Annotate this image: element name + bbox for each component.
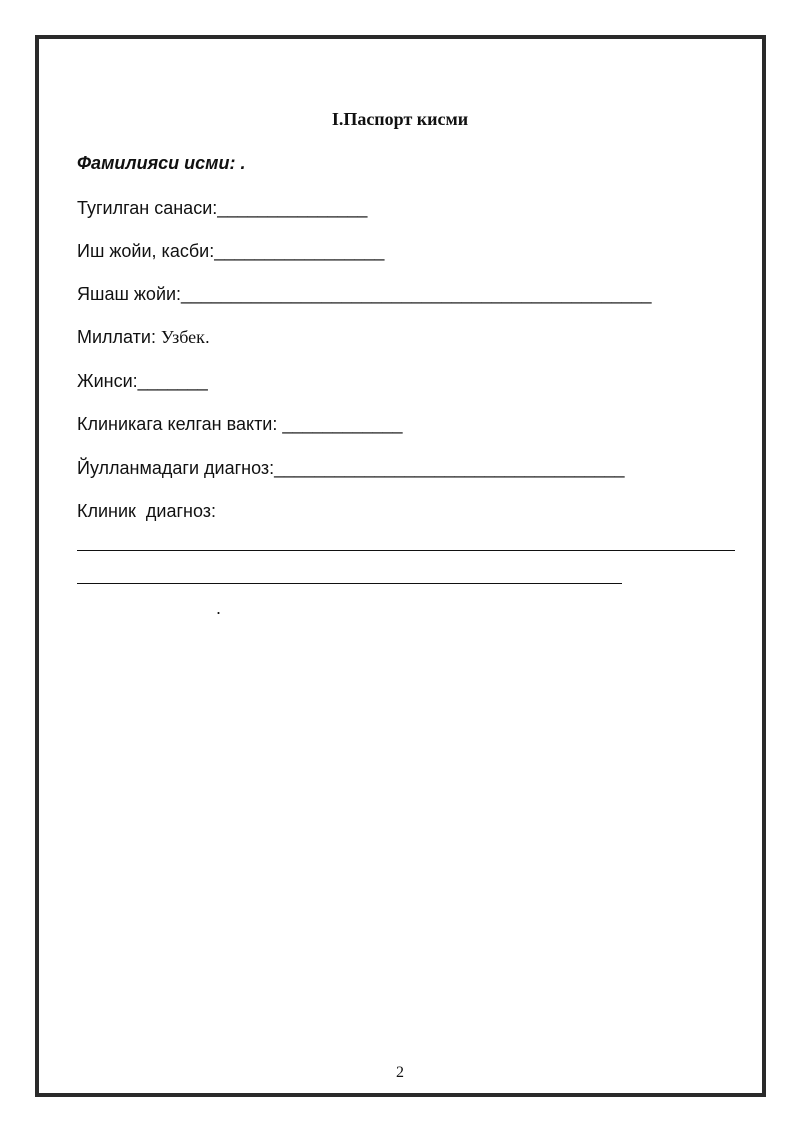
- residence-field: Яшаш жойи:_______________________________________________: [77, 284, 652, 304]
- referral-diagnosis-field: Йулланмадаги диагноз:___________________________________: [77, 458, 625, 478]
- page-number: 2: [396, 1064, 404, 1081]
- page-border: [35, 35, 766, 1097]
- clinical-diagnosis-label: Клиник диагноз:: [77, 501, 217, 521]
- nationality-label: Миллати:: [77, 327, 161, 347]
- work-field: Иш жойи, касби:_________________: [77, 241, 385, 261]
- birth-date-field: Тугилган санаси:_______________: [77, 198, 368, 218]
- nationality-end: .: [204, 327, 210, 347]
- arrival-time-field: Клиникага келган вакти: ____________: [77, 414, 403, 434]
- nationality-field: [77, 326, 210, 348]
- trailing-dot: .: [216, 598, 222, 618]
- clinical-diagnosis-line-2: [77, 583, 622, 584]
- nationality-value: Узбек: [160, 327, 205, 347]
- surname-field: Фамилияси исми: .: [77, 153, 246, 173]
- gender-field: Жинси:_______: [77, 371, 208, 391]
- clinical-diagnosis-line-1: [77, 550, 735, 551]
- page-title: I.Паспорт кисми: [331, 109, 469, 129]
